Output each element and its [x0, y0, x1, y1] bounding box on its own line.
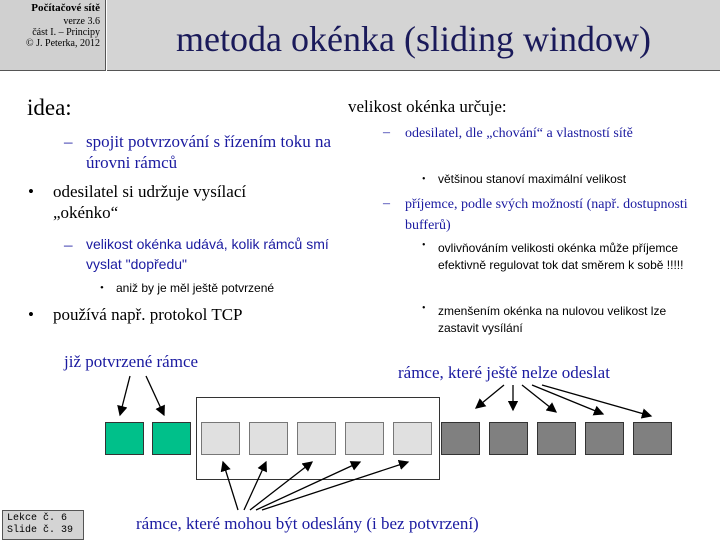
dash-marker: – — [383, 125, 390, 140]
idea-sub-2: aniž by je měl ještě potvrzené — [116, 281, 275, 295]
idea-point-2: velikost okénka udává, kolik rámců smí vyslat "dopředu" — [86, 236, 329, 272]
slide-number-box — [2, 510, 84, 540]
sub-bullet-marker: • — [422, 174, 426, 185]
dash-marker: – — [64, 235, 73, 254]
arrow-line — [476, 385, 504, 408]
window-frames-label: rámce, které mohou být odeslány (i bez potvrzení) — [136, 514, 479, 533]
sub-bullet-marker: • — [422, 303, 426, 314]
idea-heading: idea: — [27, 95, 72, 120]
blocked-frames-label: rámce, které ještě nelze odeslat — [398, 363, 610, 382]
idea-point-1: spojit potvrzování s řízením toku na úrovni rámců — [86, 132, 332, 172]
course-title: Počítačové sítě — [31, 2, 100, 14]
right-sub-1: většinou stanoví maximální velikost — [438, 172, 627, 186]
dash-marker: – — [64, 132, 73, 151]
sub-bullet-marker: • — [422, 240, 426, 251]
arrow-line — [250, 462, 312, 510]
window-size-heading: velikost okénka určuje: — [348, 97, 507, 116]
right-sub-2b: zmenšením okénka na nulovou velikost lze zastavit vysílání — [438, 304, 667, 335]
bullet-marker: • — [28, 182, 34, 201]
acked-frames-label: již potvrzené rámce — [64, 352, 199, 371]
course-version: verze 3.6 — [63, 16, 100, 27]
right-sub-2a: ovlivňováním velikosti okénka může příjemce efektivně regulovat tok dat směrem k sobě !!!!! — [438, 241, 684, 272]
bullet-marker: • — [28, 305, 34, 324]
right-point-1: odesilatel, dle „chování“ a vlastností sítě — [405, 126, 633, 141]
arrow-line — [244, 462, 266, 510]
arrow-line — [120, 376, 130, 415]
slide-number: Slide č. 39 — [7, 525, 74, 536]
right-point-2: příjemce, podle svých možností (např. dostupnosti bufferů) — [405, 197, 688, 233]
arrow-line — [256, 462, 360, 510]
arrow-line — [223, 462, 238, 510]
slide-title: metoda okénka (sliding window) — [176, 19, 651, 59]
lecture-number: Lekce č. 6 — [7, 513, 68, 524]
course-part: část I. – Principy — [32, 27, 100, 38]
dash-marker: – — [383, 196, 390, 211]
course-author: © J. Peterka, 2012 — [26, 38, 100, 49]
arrow-line — [522, 385, 556, 412]
sub-bullet-marker: • — [100, 282, 104, 294]
idea-bullet-2: odesilatel si udržuje vysílací „okénko“ — [53, 182, 247, 222]
arrow-line — [262, 462, 408, 510]
arrow-line — [146, 376, 164, 415]
idea-bullet-3: používá např. protokol TCP — [53, 305, 243, 324]
